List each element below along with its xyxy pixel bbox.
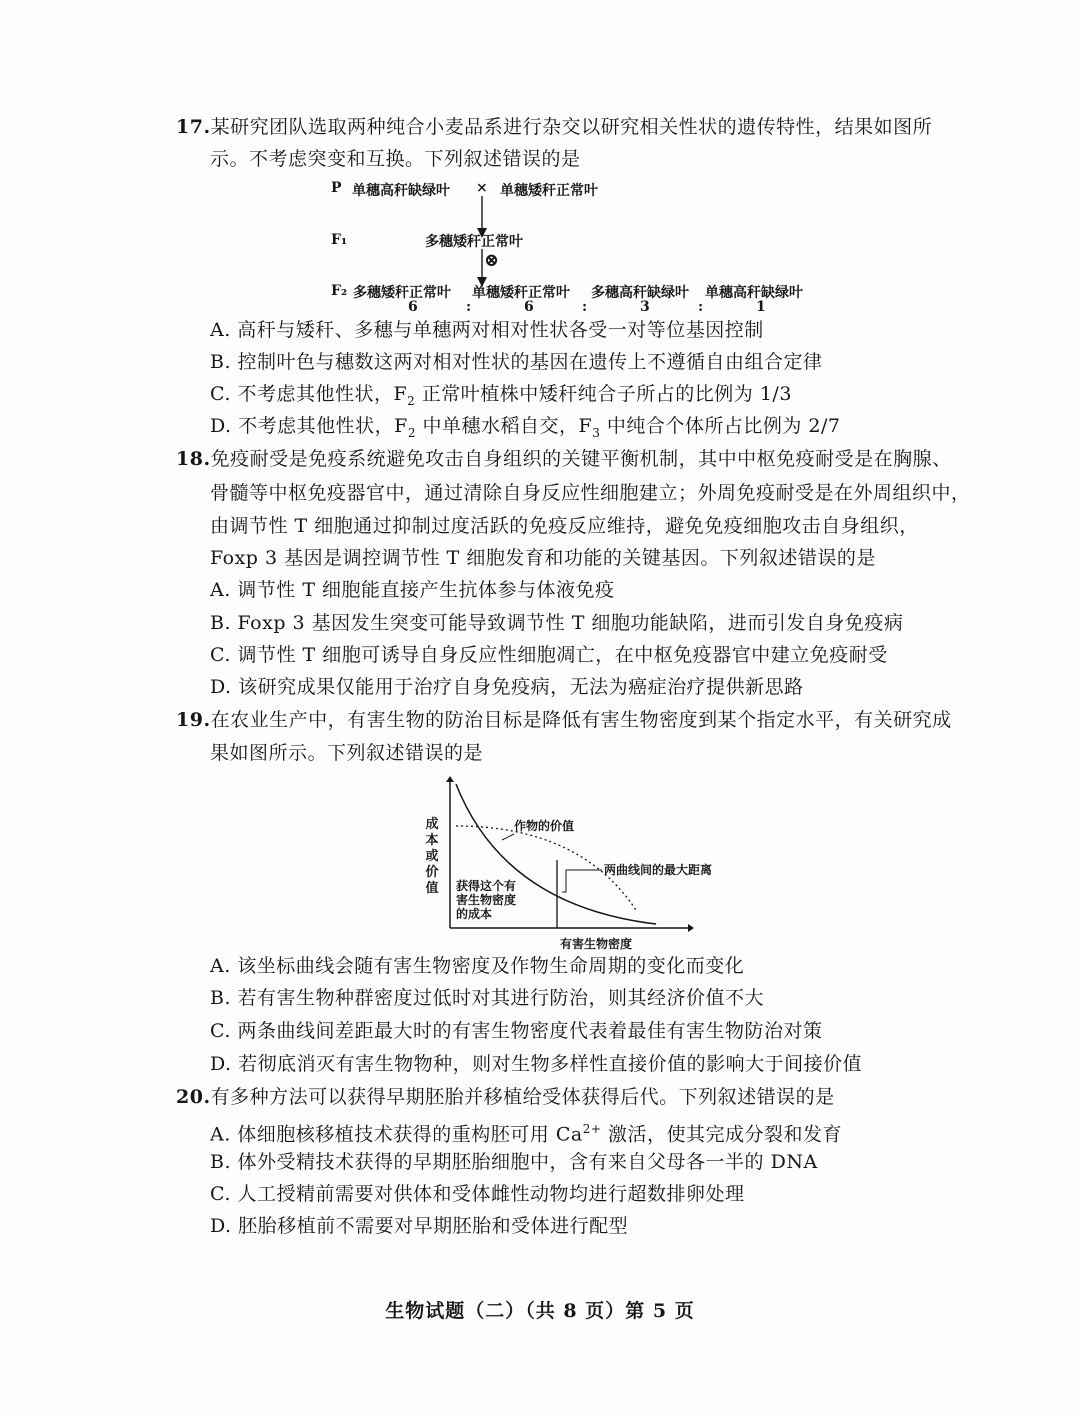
q17-c-sub: 2 (407, 393, 416, 408)
cross-f1-label: F₁ (331, 232, 348, 248)
crop-value-label: 作物的价值 (514, 819, 575, 833)
x-axis-label: 有害生物密度 (560, 937, 633, 951)
q20-stem-line1 (176, 1082, 835, 1112)
q17-stem-text1: 某研究团队选取两种纯合小麦品系进行杂交以研究相关性状的遗传特性，结果如图所 (210, 116, 933, 138)
q17-option-a: A. 高秆与矮秆、多穗与单穗两对相对性状各受一对等位基因控制 (210, 319, 764, 341)
q20-option-c: C. 人工授精前需要对供体和受体雌性动物均进行超数排卵处理 (210, 1183, 745, 1205)
q20-option-a (210, 1114, 842, 1149)
y-axis-arrow (446, 776, 454, 782)
f2-pheno-3: 多穗高秆缺绿叶 (591, 285, 689, 301)
f2-ratio-6a: 6 (408, 299, 418, 315)
q17-d-mid: 中单穗水稻自交，F (415, 415, 593, 437)
q17-stem-line2: 示。不考虑突变和互换。下列叙述错误的是 (210, 148, 581, 170)
q17-c-post: 正常叶植株中矮秆纯合子所占的比例为 1/3 (415, 383, 792, 405)
q17-number: 17. (176, 116, 211, 138)
y-axis-char-2: 本 (425, 833, 439, 848)
f2-pheno-2: 单穗矮秆正常叶 (472, 285, 570, 301)
cross-f2-label: F₂ (331, 283, 348, 299)
q18-number: 18. (176, 448, 211, 470)
f2-ratio-1: 1 (756, 299, 766, 315)
f2-ratio-3: 3 (640, 299, 650, 315)
y-axis-char-1: 成 (425, 817, 439, 832)
f2-pheno-4: 单穗高秆缺绿叶 (705, 285, 803, 301)
f2-ratio-6b: 6 (524, 299, 534, 315)
cross-p-parent2: 单穗矮秆正常叶 (500, 183, 598, 199)
q19-stem-line1 (176, 705, 952, 735)
q19-option-a: A. 该坐标曲线会随有害生物密度及作物生命周期的变化而变化 (210, 955, 745, 977)
q19-number: 19. (176, 709, 211, 731)
q18-stem-line4: Foxp 3 基因是调控调节性 T 细胞发育和功能的关键基因。下列叙述错误的是 (210, 547, 876, 569)
q20-option-d: D. 胚胎移植前不需要对早期胚胎和受体进行配型 (210, 1215, 629, 1237)
selfing-symbol: ⊗ (484, 250, 500, 271)
y-axis-title (424, 816, 438, 896)
q17-d-sub1: 2 (407, 425, 416, 440)
q20-option-b: B. 体外受精技术获得的早期胚胎细胞中，含有来自父母各一半的 DNA (210, 1151, 818, 1173)
cross-p-parent1: 单穗高秆缺绿叶 (352, 183, 450, 199)
f2-ratio-colon2: : (582, 299, 588, 315)
q19-stem-text1: 在农业生产中，有害生物的防治目标是降低有害生物密度到某个指定水平，有关研究成 (210, 709, 952, 731)
cross-p-times: × (476, 180, 488, 196)
q20-stem-text1: 有多种方法可以获得早期胚胎并移植给受体获得后代。下列叙述错误的是 (210, 1086, 835, 1108)
cost-label-line3: 的成本 (456, 907, 493, 921)
f2-pheno-1: 多穗矮秆正常叶 (353, 285, 451, 301)
q19-option-d: D. 若彻底消灭有害生物物种，则对生物多样性直接价值的影响大于间接价值 (210, 1053, 863, 1075)
q17-c-pre: C. 不考虑其他性状，F (210, 383, 408, 405)
q18-option-d: D. 该研究成果仅能用于治疗自身免疫病，无法为癌症治疗提供新思路 (210, 676, 804, 698)
q17-d-pre: D. 不考虑其他性状，F (210, 415, 408, 437)
q18-stem-line2: 骨髓等中枢免疫器官中，通过清除自身反应性细胞建立；外周免疫耐受是在外周组织中， (210, 482, 971, 504)
cost-label-line2: 害生物密度 (456, 893, 517, 907)
q20-a-post: 激活，使其完成分裂和发育 (601, 1123, 842, 1146)
x-axis-arrow (688, 924, 694, 932)
q17-d-post: 中纯合个体所占比例为 2/7 (600, 415, 841, 437)
cross-p-label: P (331, 180, 342, 196)
max-distance-label: 两曲线间的最大距离 (604, 863, 713, 877)
pest-cost-value-figure (420, 776, 713, 952)
max-distance-pointer (562, 870, 602, 892)
f2-ratio-colon3: : (698, 299, 704, 315)
page-footer: 生物试题（二）（共 8 页）第 5 页 (385, 1300, 695, 1322)
cost-label-line1: 获得这个有 (456, 879, 517, 893)
f2-ratio-colon1: : (466, 299, 472, 315)
q17-option-d (210, 411, 841, 448)
q20-a-sup: 2+ (582, 1122, 602, 1136)
crop-value-pointer (502, 834, 514, 840)
q20-number: 20. (176, 1086, 211, 1108)
y-axis-char-4: 价 (425, 865, 439, 880)
q18-stem-text1: 免疫耐受是免疫系统避免攻击自身组织的关键平衡机制，其中中枢免疫耐受是在胸腺、 (210, 448, 952, 470)
q19-stem-line2: 果如图所示。下列叙述错误的是 (210, 742, 484, 764)
y-axis-char-5: 值 (425, 881, 439, 896)
q18-stem-line3: 由调节性 T 细胞通过抑制过度活跃的免疫反应维持，避免免疫细胞攻击自身组织， (210, 515, 919, 537)
y-axis-char-3: 或 (425, 849, 439, 864)
q18-option-c: C. 调节性 T 细胞可诱导自身反应性细胞凋亡，在中枢免疫器官中建立免疫耐受 (210, 644, 888, 666)
q17-d-sub2: 3 (592, 425, 601, 440)
q17-option-b: B. 控制叶色与穗数这两对相对性状的基因在遗传上不遵循自由组合定律 (210, 351, 823, 373)
q18-option-b: B. Foxp 3 基因发生突变可能导致调节性 T 细胞功能缺陷，进而引发自身免疫病 (210, 612, 904, 634)
q18-option-a: A. 调节性 T 细胞能直接产生抗体参与体液免疫 (210, 579, 615, 601)
q19-option-c: C. 两条曲线间差距最大时的有害生物密度代表着最佳有害生物防治对策 (210, 1020, 823, 1042)
q17-stem-line1 (176, 112, 932, 142)
q20-a-pre: A. 体细胞核移植技术获得的重构胚可用 Ca (210, 1123, 583, 1146)
q18-stem-line1 (176, 444, 952, 474)
cross-f1-pheno: 多穗矮秆正常叶 (425, 234, 523, 250)
q19-option-b: B. 若有害生物种群密度过低时对其进行防治，则其经济价值不大 (210, 987, 765, 1009)
